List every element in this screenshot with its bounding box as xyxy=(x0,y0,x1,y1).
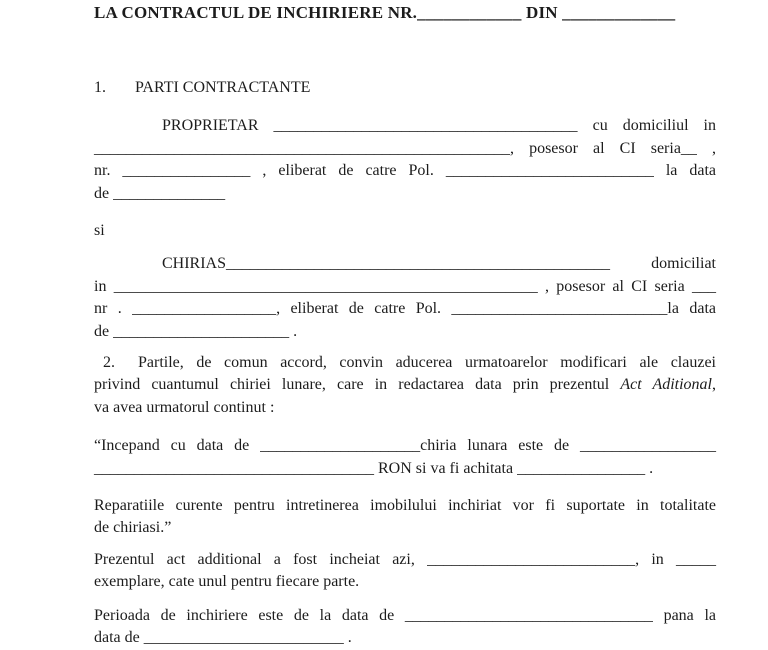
chirias-line-4: de ______________________ . xyxy=(94,322,298,340)
si-connector: si xyxy=(94,221,105,239)
chirias-line-1: CHIRIAS________________________________________________ domiciliat xyxy=(162,255,716,273)
prezentul-paragraph xyxy=(94,549,716,594)
reparatii-line-1: Reparatiile curente pentru intretinerea imobilului inchiriat vor fi suportate in totalitate xyxy=(94,496,716,514)
chirias-line-2: in _____________________________________________________ , posesor al CI seria ___ xyxy=(94,277,716,295)
proprietar-line-4: de ______________ xyxy=(94,184,226,202)
section-2-line-2-post: , xyxy=(712,376,716,394)
perioada-paragraph xyxy=(94,605,716,650)
section-2-line-2 xyxy=(94,374,716,397)
proprietar-paragraph xyxy=(94,115,716,205)
act-aditional-italic: Act Aditional xyxy=(620,376,712,394)
quote-line-2: ___________________________________ RON si va fi achitata ________________ . xyxy=(94,459,654,477)
section-2-line-1-text: Partile, de comun accord, convin aducerea urmatoarelor modificari ale clauzei xyxy=(138,353,716,371)
prezentul-line-1: Prezentul act additional a fost incheiat azi, __________________________, in _____ xyxy=(94,550,716,568)
reparatii-paragraph xyxy=(94,495,716,540)
section-2-line-2-pre: privind cuantumul chiriei lunare, care in redactarea data prin prezentul xyxy=(94,376,621,394)
chirias-line-3: nr . __________________, eliberat de catre Pol. ___________________________la data xyxy=(94,300,716,318)
section-1-heading xyxy=(94,77,716,100)
proprietar-line-2: ____________________________________________________, posesor al CI seria__ , xyxy=(94,139,716,157)
perioada-line-2-clipped: data de _________________________ . xyxy=(94,629,352,647)
section-1-title: PARTI CONTRACTANTE xyxy=(135,78,311,96)
document-title: LA CONTRACTUL DE INCHIRIERE NR.____________ DIN _____________ xyxy=(94,3,676,22)
prezentul-line-2: exemplare, cate unul pentru fiecare parte. xyxy=(94,573,360,591)
document-content xyxy=(94,2,716,650)
section-2-number: 2. xyxy=(103,353,115,371)
perioada-line-1: Perioada de inchiriere este de la data de _______________________________ pana la xyxy=(94,606,716,624)
proprietar-line-3: nr. ________________ , eliberat de catre Pol. __________________________ la data xyxy=(94,162,716,180)
quoted-clause-paragraph xyxy=(94,435,716,480)
section-2-line-3: va avea urmatorul continut : xyxy=(94,398,275,416)
section-1-number: 1. xyxy=(94,78,106,96)
quote-line-1: “Incepand cu data de ____________________chiria lunara este de _________________ xyxy=(94,437,716,455)
proprietar-line-1: PROPRIETAR ______________________________________ cu domiciliul in xyxy=(162,117,716,135)
reparatii-line-2: de chiriasi.” xyxy=(94,519,172,537)
section-2-line-1 xyxy=(94,352,716,375)
section-2-paragraph xyxy=(94,352,716,420)
chirias-paragraph xyxy=(94,253,716,343)
